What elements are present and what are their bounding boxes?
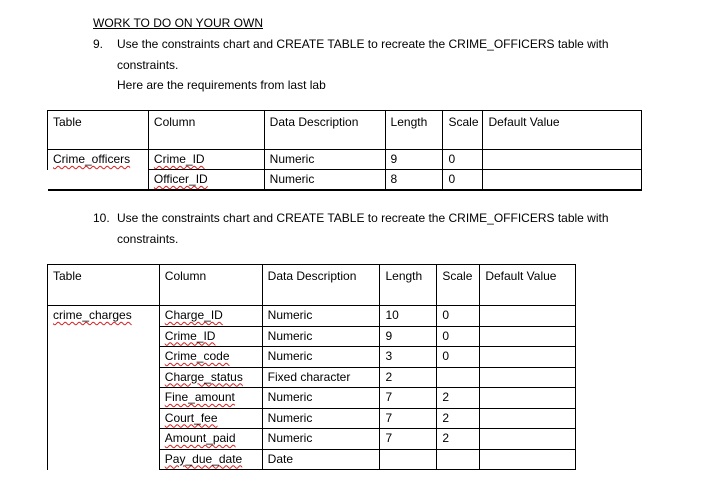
scale-cell: 0 — [437, 306, 480, 327]
length-cell: 9 — [380, 326, 437, 347]
default-cell — [480, 367, 576, 388]
header-data-description: Data Description — [262, 265, 380, 306]
table-name: Crime_officers — [53, 152, 131, 166]
column-cell: Crime_code — [159, 347, 262, 368]
desc-cell: Numeric — [262, 388, 380, 409]
length-cell — [380, 449, 437, 470]
length-cell: 9 — [385, 150, 443, 170]
column-cell: Charge_ID — [159, 306, 262, 327]
scale-cell: 0 — [443, 170, 483, 191]
default-cell — [480, 388, 576, 409]
length-cell: 7 — [380, 429, 437, 450]
desc-cell: Date — [262, 449, 380, 470]
length-cell: 7 — [380, 408, 437, 429]
item-10-line-1: Use the constraints chart and CREATE TABLE to recreate the CRIME_OFFICERS table with — [117, 211, 609, 225]
desc-cell: Numeric — [262, 408, 380, 429]
item-10-number: 10. — [93, 211, 110, 225]
header-table: Table — [48, 265, 160, 306]
scale-cell: 2 — [437, 429, 480, 450]
scale-cell: 2 — [437, 408, 480, 429]
length-cell: 3 — [380, 347, 437, 368]
header-default-value: Default Value — [480, 265, 576, 306]
column-cell: Charge_status — [159, 367, 262, 388]
table-row — [48, 306, 576, 327]
default-cell — [480, 347, 576, 368]
header-table: Table — [48, 111, 149, 150]
header-scale: Scale — [437, 265, 480, 306]
desc-cell: Numeric — [262, 326, 380, 347]
table-header-row — [48, 265, 576, 306]
default-cell — [483, 150, 642, 170]
table-name: crime_charges — [53, 308, 132, 322]
desc-cell: Numeric — [262, 347, 380, 368]
item-9-line-1: Use the constraints chart and CREATE TABLE to recreate the CRIME_OFFICERS table with — [117, 37, 609, 51]
table-row — [48, 150, 642, 170]
column-cell: Crime_ID — [148, 150, 264, 170]
header-length: Length — [380, 265, 437, 306]
column-cell: Fine_amount — [159, 388, 262, 409]
column-cell: Court_fee — [159, 408, 262, 429]
column-cell: Officer_ID — [148, 170, 264, 191]
length-cell: 7 — [380, 388, 437, 409]
length-cell: 2 — [380, 367, 437, 388]
item-9-line-3: Here are the requirements from last lab — [117, 78, 326, 92]
header-data-description: Data Description — [264, 111, 385, 150]
default-cell — [480, 408, 576, 429]
default-cell — [480, 449, 576, 470]
scale-cell: 0 — [443, 150, 483, 170]
header-length: Length — [385, 111, 443, 150]
desc-cell: Numeric — [262, 306, 380, 327]
length-cell: 10 — [380, 306, 437, 327]
header-column: Column — [159, 265, 262, 306]
header-column: Column — [148, 111, 264, 150]
item-9-line-2: constraints. — [117, 58, 179, 72]
item-10-line-2: constraints. — [117, 232, 179, 246]
requirements-table-2 — [47, 264, 576, 470]
desc-cell: Numeric — [264, 170, 385, 191]
column-cell: Pay_due_date — [159, 449, 262, 470]
scale-cell: 0 — [437, 326, 480, 347]
length-cell: 8 — [385, 170, 443, 191]
table-row — [48, 170, 642, 191]
section-heading: WORK TO DO ON YOUR OWN — [93, 16, 264, 30]
default-cell — [483, 170, 642, 191]
column-cell: Amount_paid — [159, 429, 262, 450]
scale-cell: 0 — [437, 347, 480, 368]
scale-cell — [437, 367, 480, 388]
requirements-table-1 — [47, 110, 642, 191]
table-name-cell — [48, 170, 149, 191]
table-name-cell — [48, 306, 160, 470]
column-cell: Crime_ID — [159, 326, 262, 347]
table-header-row — [48, 111, 642, 150]
default-cell — [480, 429, 576, 450]
desc-cell: Numeric — [262, 429, 380, 450]
table-name-cell — [48, 150, 149, 170]
default-cell — [480, 326, 576, 347]
scale-cell: 2 — [437, 388, 480, 409]
header-scale: Scale — [443, 111, 483, 150]
item-9-number: 9. — [93, 37, 104, 51]
desc-cell: Fixed character — [262, 367, 380, 388]
header-default-value: Default Value — [483, 111, 642, 150]
default-cell — [480, 306, 576, 327]
desc-cell: Numeric — [264, 150, 385, 170]
scale-cell — [437, 449, 480, 470]
